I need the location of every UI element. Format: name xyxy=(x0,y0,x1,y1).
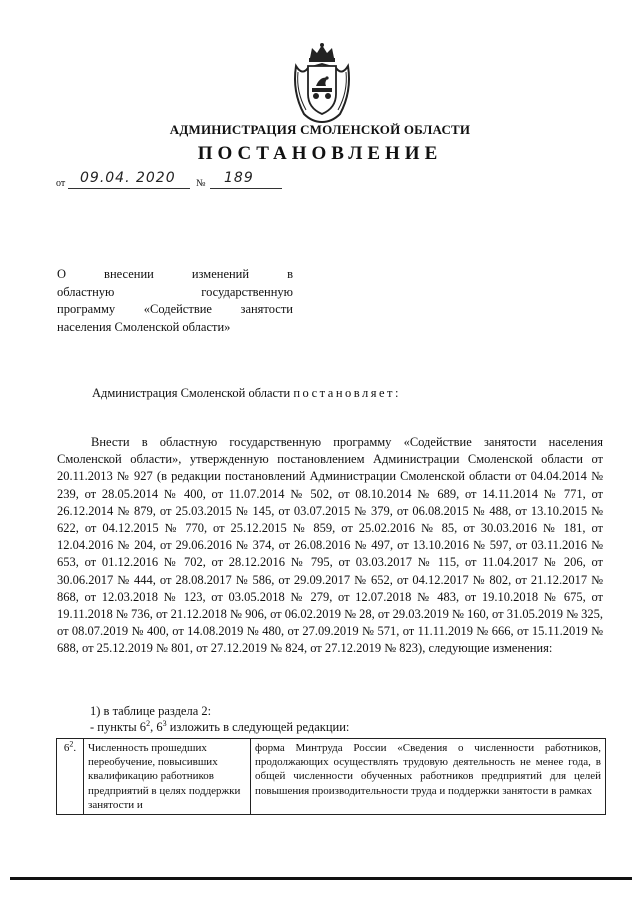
document-subject xyxy=(57,266,293,336)
document-type-title: ПОСТАНОВЛЕНИЕ xyxy=(197,143,443,164)
indicator-cell: Численность прошедших переобучение, повысивших квалификацию работников предприятий в целях поддержки занятости и xyxy=(84,739,251,815)
row-number-cell: $6^2$. xyxy=(57,739,84,815)
list-item-1: 1) в таблице раздела 2: xyxy=(90,704,212,718)
body-paragraph: Внести в областную государственную программу «Содействие занятости населения Смоленской области», утвержденную постановлением Администрации Смоленской области от 20.11.2013 № 927 (в редакции постановлений Администрации Смоленской области от 04.04.2014 № 239, от 28.05.2014 № 400, от 11.07.2014 № 502, от 08.10.2014 № 689, от 14.11.2014 № 771, от 26.12.2014 № 879, от 25.03.2015 № 145, от 03.07.2015 № 379, от 06.08.2015 № 488, от 13.10.2015 № 622, от 04.12.2015 № 770, от 25.12.2015 № 859, от 25.02.2016 № 85, от 30.03.2016 № 181, от 12.04.2016 № 204, от 29.06.2016 № 374, от 26.08.2016 № 497, от 13.10.2016 № 597, от 03.11.2016 № 653, от 01.12.2016 № 702, от 28.12.2016 № 795, от 03.03.2017 № 115, от 11.04.2017 № 206, от 30.06.2017 № 444, от 28.08.2017 № 586, от 29.09.2017 № 652, от 04.12.2017 № 802, от 21.12.2017 № 868, от 12.03.2018 № 123, от 03.05.2018 № 279, от 12.07.2018 № 483, от 19.10.2018 № 675, от 19.11.2018 № 736, от 21.12.2018 № 906, от 06.02.2019 № 28, от 29.03.2019 № 160, от 31.05.2019 № 325, от 08.07.2019 № 400, от 14.08.2019 № 480, от 27.09.2019 № 571, от 11.11.2019 № 666, от 15.11.2019 № 688, от 25.12.2019 № 801, от 27.12.2019 № 824, от 27.12.2019 № 823), следующие изменения: xyxy=(57,435,603,656)
table-row xyxy=(57,739,606,815)
subject-line: областную государственную xyxy=(57,284,293,299)
number-underline xyxy=(210,188,282,189)
smolensk-coat-of-arms-icon xyxy=(290,42,354,124)
subject-line: О внесении изменений в xyxy=(57,267,293,281)
handwritten-number: 189 xyxy=(224,170,254,186)
list-item-2: - пункты $6^2$, $6^3$ изложить в следующей редакции: xyxy=(90,718,350,734)
decree-statement xyxy=(92,386,401,401)
scan-bottom-edge xyxy=(10,877,632,880)
subject-line: программу «Содействие занятости xyxy=(57,302,293,316)
indicators-table xyxy=(56,738,606,815)
source-cell: форма Минтруда России «Сведения о численности работников, продолжающих осуществлять трудовую деятельность не менее года, в общей численности обученных работников предприятий для целей повышения производительности труда и поддержки занятости в рамках xyxy=(251,739,606,815)
handwritten-date: 09.04. 2020 xyxy=(80,170,176,186)
number-label: № xyxy=(196,178,206,189)
page-cutoff-area xyxy=(0,815,640,905)
decree-verb: постановляет: xyxy=(293,386,401,400)
subject-line: населения Смоленской области» xyxy=(57,319,231,334)
date-number-line xyxy=(56,170,316,192)
decree-prefix: Администрация Смоленской области xyxy=(92,386,291,400)
date-underline xyxy=(68,188,190,189)
organization-name: АДМИНИСТРАЦИЯ СМОЛЕНСКОЙ ОБЛАСТИ xyxy=(169,122,471,137)
date-from-label: от xyxy=(56,178,66,189)
